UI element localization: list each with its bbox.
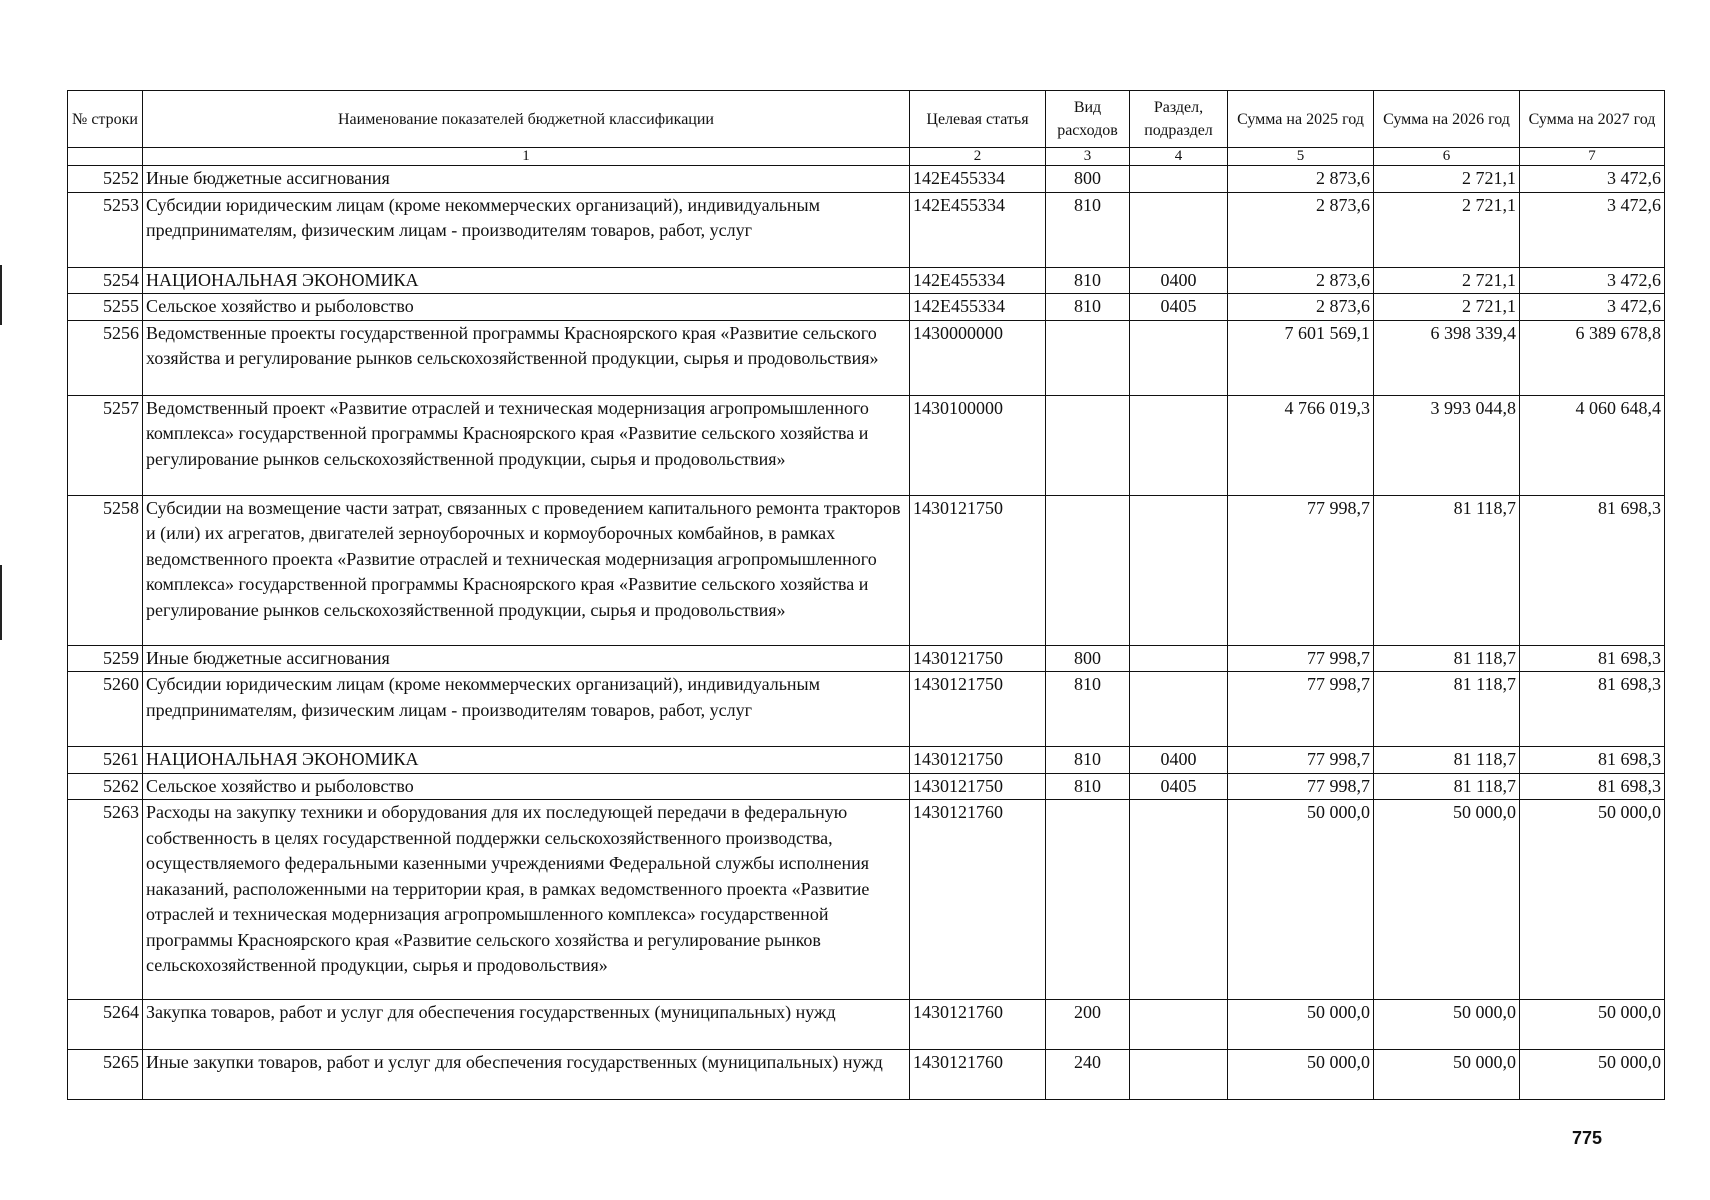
header-name: Наименование показателей бюджетной классификации — [143, 91, 910, 148]
row-expense-type — [1046, 320, 1130, 395]
table-row — [68, 747, 1665, 774]
row-target-article: 1430121760 — [910, 1000, 1046, 1050]
row-sum-2026: 81 118,7 — [1374, 747, 1520, 774]
row-sum-2027: 6 389 678,8 — [1520, 320, 1665, 395]
table-header-row — [68, 91, 1665, 148]
row-sum-2026: 3 993 044,8 — [1374, 395, 1520, 495]
row-section — [1130, 1050, 1228, 1100]
row-number: 5264 — [68, 1000, 143, 1050]
row-sum-2027: 3 472,6 — [1520, 192, 1665, 267]
row-sum-2027: 81 698,3 — [1520, 773, 1665, 800]
row-section: 0405 — [1130, 294, 1228, 321]
row-sum-2025: 77 998,7 — [1228, 773, 1374, 800]
row-expense-type: 810 — [1046, 747, 1130, 774]
row-section — [1130, 672, 1228, 747]
row-number: 5261 — [68, 747, 143, 774]
table-row — [68, 166, 1665, 193]
row-target-article: 1430121750 — [910, 672, 1046, 747]
row-sum-2025: 2 873,6 — [1228, 267, 1374, 294]
column-number-row — [68, 148, 1665, 166]
row-number: 5262 — [68, 773, 143, 800]
column-number: 6 — [1374, 148, 1520, 166]
header-row-number: № строки — [68, 91, 143, 148]
row-number: 5253 — [68, 192, 143, 267]
table-row — [68, 800, 1665, 1000]
row-sum-2026: 2 721,1 — [1374, 294, 1520, 321]
row-sum-2026: 50 000,0 — [1374, 1050, 1520, 1100]
row-target-article: 142E455334 — [910, 267, 1046, 294]
row-sum-2026: 81 118,7 — [1374, 672, 1520, 747]
header-sum-2026: Сумма на 2026 год — [1374, 91, 1520, 148]
row-sum-2027: 81 698,3 — [1520, 645, 1665, 672]
table-row — [68, 495, 1665, 645]
column-number: 2 — [910, 148, 1046, 166]
row-target-article: 1430100000 — [910, 395, 1046, 495]
row-name: Закупка товаров, работ и услуг для обеспечения государственных (муниципальных) нужд — [143, 1000, 910, 1050]
scan-artifact-mark — [0, 265, 2, 325]
row-section — [1130, 320, 1228, 395]
row-name: Иные бюджетные ассигнования — [143, 166, 910, 193]
header-target-article: Целевая статья — [910, 91, 1046, 148]
table-row — [68, 645, 1665, 672]
row-name: Субсидии на возмещение части затрат, связанных с проведением капитального ремонта тракторов и (или) их агрегатов, двигателей зерноуборочных и кормоуборочных комбайнов, в рамках ведомственного проекта «Развитие отраслей и техническая модернизация агропромышленного комплекса» государственной программы Красноярского края «Развитие сельского хозяйства и регулирование рынков сельскохозяйственной продукции, сырья и продовольствия» — [143, 495, 910, 645]
row-expense-type: 810 — [1046, 267, 1130, 294]
row-sum-2026: 50 000,0 — [1374, 1000, 1520, 1050]
row-target-article: 1430000000 — [910, 320, 1046, 395]
row-section — [1130, 166, 1228, 193]
row-number: 5252 — [68, 166, 143, 193]
row-sum-2027: 81 698,3 — [1520, 495, 1665, 645]
row-name: НАЦИОНАЛЬНАЯ ЭКОНОМИКА — [143, 747, 910, 774]
row-target-article: 142E455334 — [910, 192, 1046, 267]
row-sum-2026: 81 118,7 — [1374, 773, 1520, 800]
row-section — [1130, 800, 1228, 1000]
row-expense-type — [1046, 800, 1130, 1000]
row-target-article: 1430121750 — [910, 747, 1046, 774]
row-name: НАЦИОНАЛЬНАЯ ЭКОНОМИКА — [143, 267, 910, 294]
row-sum-2026: 50 000,0 — [1374, 800, 1520, 1000]
row-sum-2025: 77 998,7 — [1228, 747, 1374, 774]
row-section — [1130, 1000, 1228, 1050]
row-sum-2025: 50 000,0 — [1228, 800, 1374, 1000]
row-sum-2026: 2 721,1 — [1374, 267, 1520, 294]
row-section: 0400 — [1130, 747, 1228, 774]
row-number: 5257 — [68, 395, 143, 495]
row-sum-2027: 4 060 648,4 — [1520, 395, 1665, 495]
row-expense-type: 810 — [1046, 672, 1130, 747]
budget-table — [67, 90, 1665, 1100]
row-expense-type: 810 — [1046, 294, 1130, 321]
row-section — [1130, 495, 1228, 645]
row-sum-2027: 81 698,3 — [1520, 747, 1665, 774]
row-number: 5258 — [68, 495, 143, 645]
row-expense-type: 800 — [1046, 166, 1130, 193]
row-sum-2027: 3 472,6 — [1520, 166, 1665, 193]
header-expense-type: Вид расходов — [1046, 91, 1130, 148]
row-expense-type — [1046, 395, 1130, 495]
row-expense-type — [1046, 495, 1130, 645]
row-sum-2025: 50 000,0 — [1228, 1050, 1374, 1100]
row-name: Субсидии юридическим лицам (кроме некоммерческих организаций), индивидуальным предпринимателям, физическим лицам - производителям товаров, работ, услуг — [143, 672, 910, 747]
row-target-article: 1430121750 — [910, 773, 1046, 800]
row-expense-type: 810 — [1046, 192, 1130, 267]
row-number: 5263 — [68, 800, 143, 1000]
row-sum-2025: 77 998,7 — [1228, 672, 1374, 747]
row-target-article: 1430121750 — [910, 645, 1046, 672]
row-number: 5254 — [68, 267, 143, 294]
column-number: 3 — [1046, 148, 1130, 166]
row-sum-2026: 6 398 339,4 — [1374, 320, 1520, 395]
row-sum-2025: 2 873,6 — [1228, 166, 1374, 193]
row-target-article: 142E455334 — [910, 166, 1046, 193]
row-sum-2025: 7 601 569,1 — [1228, 320, 1374, 395]
header-section: Раздел, подраздел — [1130, 91, 1228, 148]
page-number: 775 — [1572, 1128, 1603, 1148]
row-section — [1130, 395, 1228, 495]
row-target-article: 1430121760 — [910, 800, 1046, 1000]
row-sum-2026: 81 118,7 — [1374, 495, 1520, 645]
row-number: 5256 — [68, 320, 143, 395]
row-number: 5259 — [68, 645, 143, 672]
header-sum-2025: Сумма на 2025 год — [1228, 91, 1374, 148]
table-row — [68, 1000, 1665, 1050]
column-number: 7 — [1520, 148, 1665, 166]
row-target-article: 1430121750 — [910, 495, 1046, 645]
row-name: Иные бюджетные ассигнования — [143, 645, 910, 672]
row-sum-2027: 50 000,0 — [1520, 800, 1665, 1000]
row-sum-2025: 77 998,7 — [1228, 645, 1374, 672]
header-sum-2027: Сумма на 2027 год — [1520, 91, 1665, 148]
row-sum-2025: 50 000,0 — [1228, 1000, 1374, 1050]
row-number: 5265 — [68, 1050, 143, 1100]
row-sum-2025: 2 873,6 — [1228, 192, 1374, 267]
row-target-article: 1430121760 — [910, 1050, 1046, 1100]
table-row — [68, 267, 1665, 294]
row-section — [1130, 192, 1228, 267]
row-expense-type: 200 — [1046, 1000, 1130, 1050]
table-row — [68, 320, 1665, 395]
row-sum-2025: 2 873,6 — [1228, 294, 1374, 321]
table-row — [68, 773, 1665, 800]
table-row — [68, 1050, 1665, 1100]
row-expense-type: 810 — [1046, 773, 1130, 800]
row-name: Иные закупки товаров, работ и услуг для обеспечения государственных (муниципальных) нужд — [143, 1050, 910, 1100]
row-name: Ведомственный проект «Развитие отраслей и техническая модернизация агропромышленного комплекса» государственной программы Красноярского края «Развитие сельского хозяйства и регулирование рынков сельскохозяйственной продукции, сырья и продовольствия» — [143, 395, 910, 495]
row-sum-2027: 50 000,0 — [1520, 1000, 1665, 1050]
row-section: 0405 — [1130, 773, 1228, 800]
column-number: 5 — [1228, 148, 1374, 166]
row-sum-2026: 2 721,1 — [1374, 192, 1520, 267]
row-sum-2027: 3 472,6 — [1520, 267, 1665, 294]
row-name: Субсидии юридическим лицам (кроме некоммерческих организаций), индивидуальным предпринимателям, физическим лицам - производителям товаров, работ, услуг — [143, 192, 910, 267]
row-target-article: 142E455334 — [910, 294, 1046, 321]
row-sum-2026: 81 118,7 — [1374, 645, 1520, 672]
row-expense-type: 240 — [1046, 1050, 1130, 1100]
row-sum-2027: 3 472,6 — [1520, 294, 1665, 321]
column-number — [68, 148, 143, 166]
row-number: 5260 — [68, 672, 143, 747]
table-row — [68, 395, 1665, 495]
column-number: 1 — [143, 148, 910, 166]
table-row — [68, 294, 1665, 321]
row-sum-2027: 50 000,0 — [1520, 1050, 1665, 1100]
row-section: 0400 — [1130, 267, 1228, 294]
row-name: Сельское хозяйство и рыболовство — [143, 294, 910, 321]
row-sum-2027: 81 698,3 — [1520, 672, 1665, 747]
column-number: 4 — [1130, 148, 1228, 166]
row-number: 5255 — [68, 294, 143, 321]
scan-artifact-mark — [0, 565, 2, 640]
row-sum-2025: 77 998,7 — [1228, 495, 1374, 645]
row-expense-type: 800 — [1046, 645, 1130, 672]
row-name: Сельское хозяйство и рыболовство — [143, 773, 910, 800]
row-name: Расходы на закупку техники и оборудования для их последующей передачи в федеральную собственность в целях государственной поддержки сельскохозяйственного производства, осуществляемого федеральными казенными учреждениями Федеральной службы исполнения наказаний, расположенными на территории края, в рамках ведомственного проекта «Развитие отраслей и техническая модернизация агропромышленного комплекса» государственной программы Красноярского края «Развитие сельского хозяйства и регулирование рынков сельскохозяйственной продукции, сырья и продовольствия» — [143, 800, 910, 1000]
table-row — [68, 672, 1665, 747]
table-row — [68, 192, 1665, 267]
table-body — [68, 166, 1665, 1100]
row-section — [1130, 645, 1228, 672]
row-name: Ведомственные проекты государственной программы Красноярского края «Развитие сельского хозяйства и регулирование рынков сельскохозяйственной продукции, сырья и продовольствия» — [143, 320, 910, 395]
row-sum-2025: 4 766 019,3 — [1228, 395, 1374, 495]
row-sum-2026: 2 721,1 — [1374, 166, 1520, 193]
